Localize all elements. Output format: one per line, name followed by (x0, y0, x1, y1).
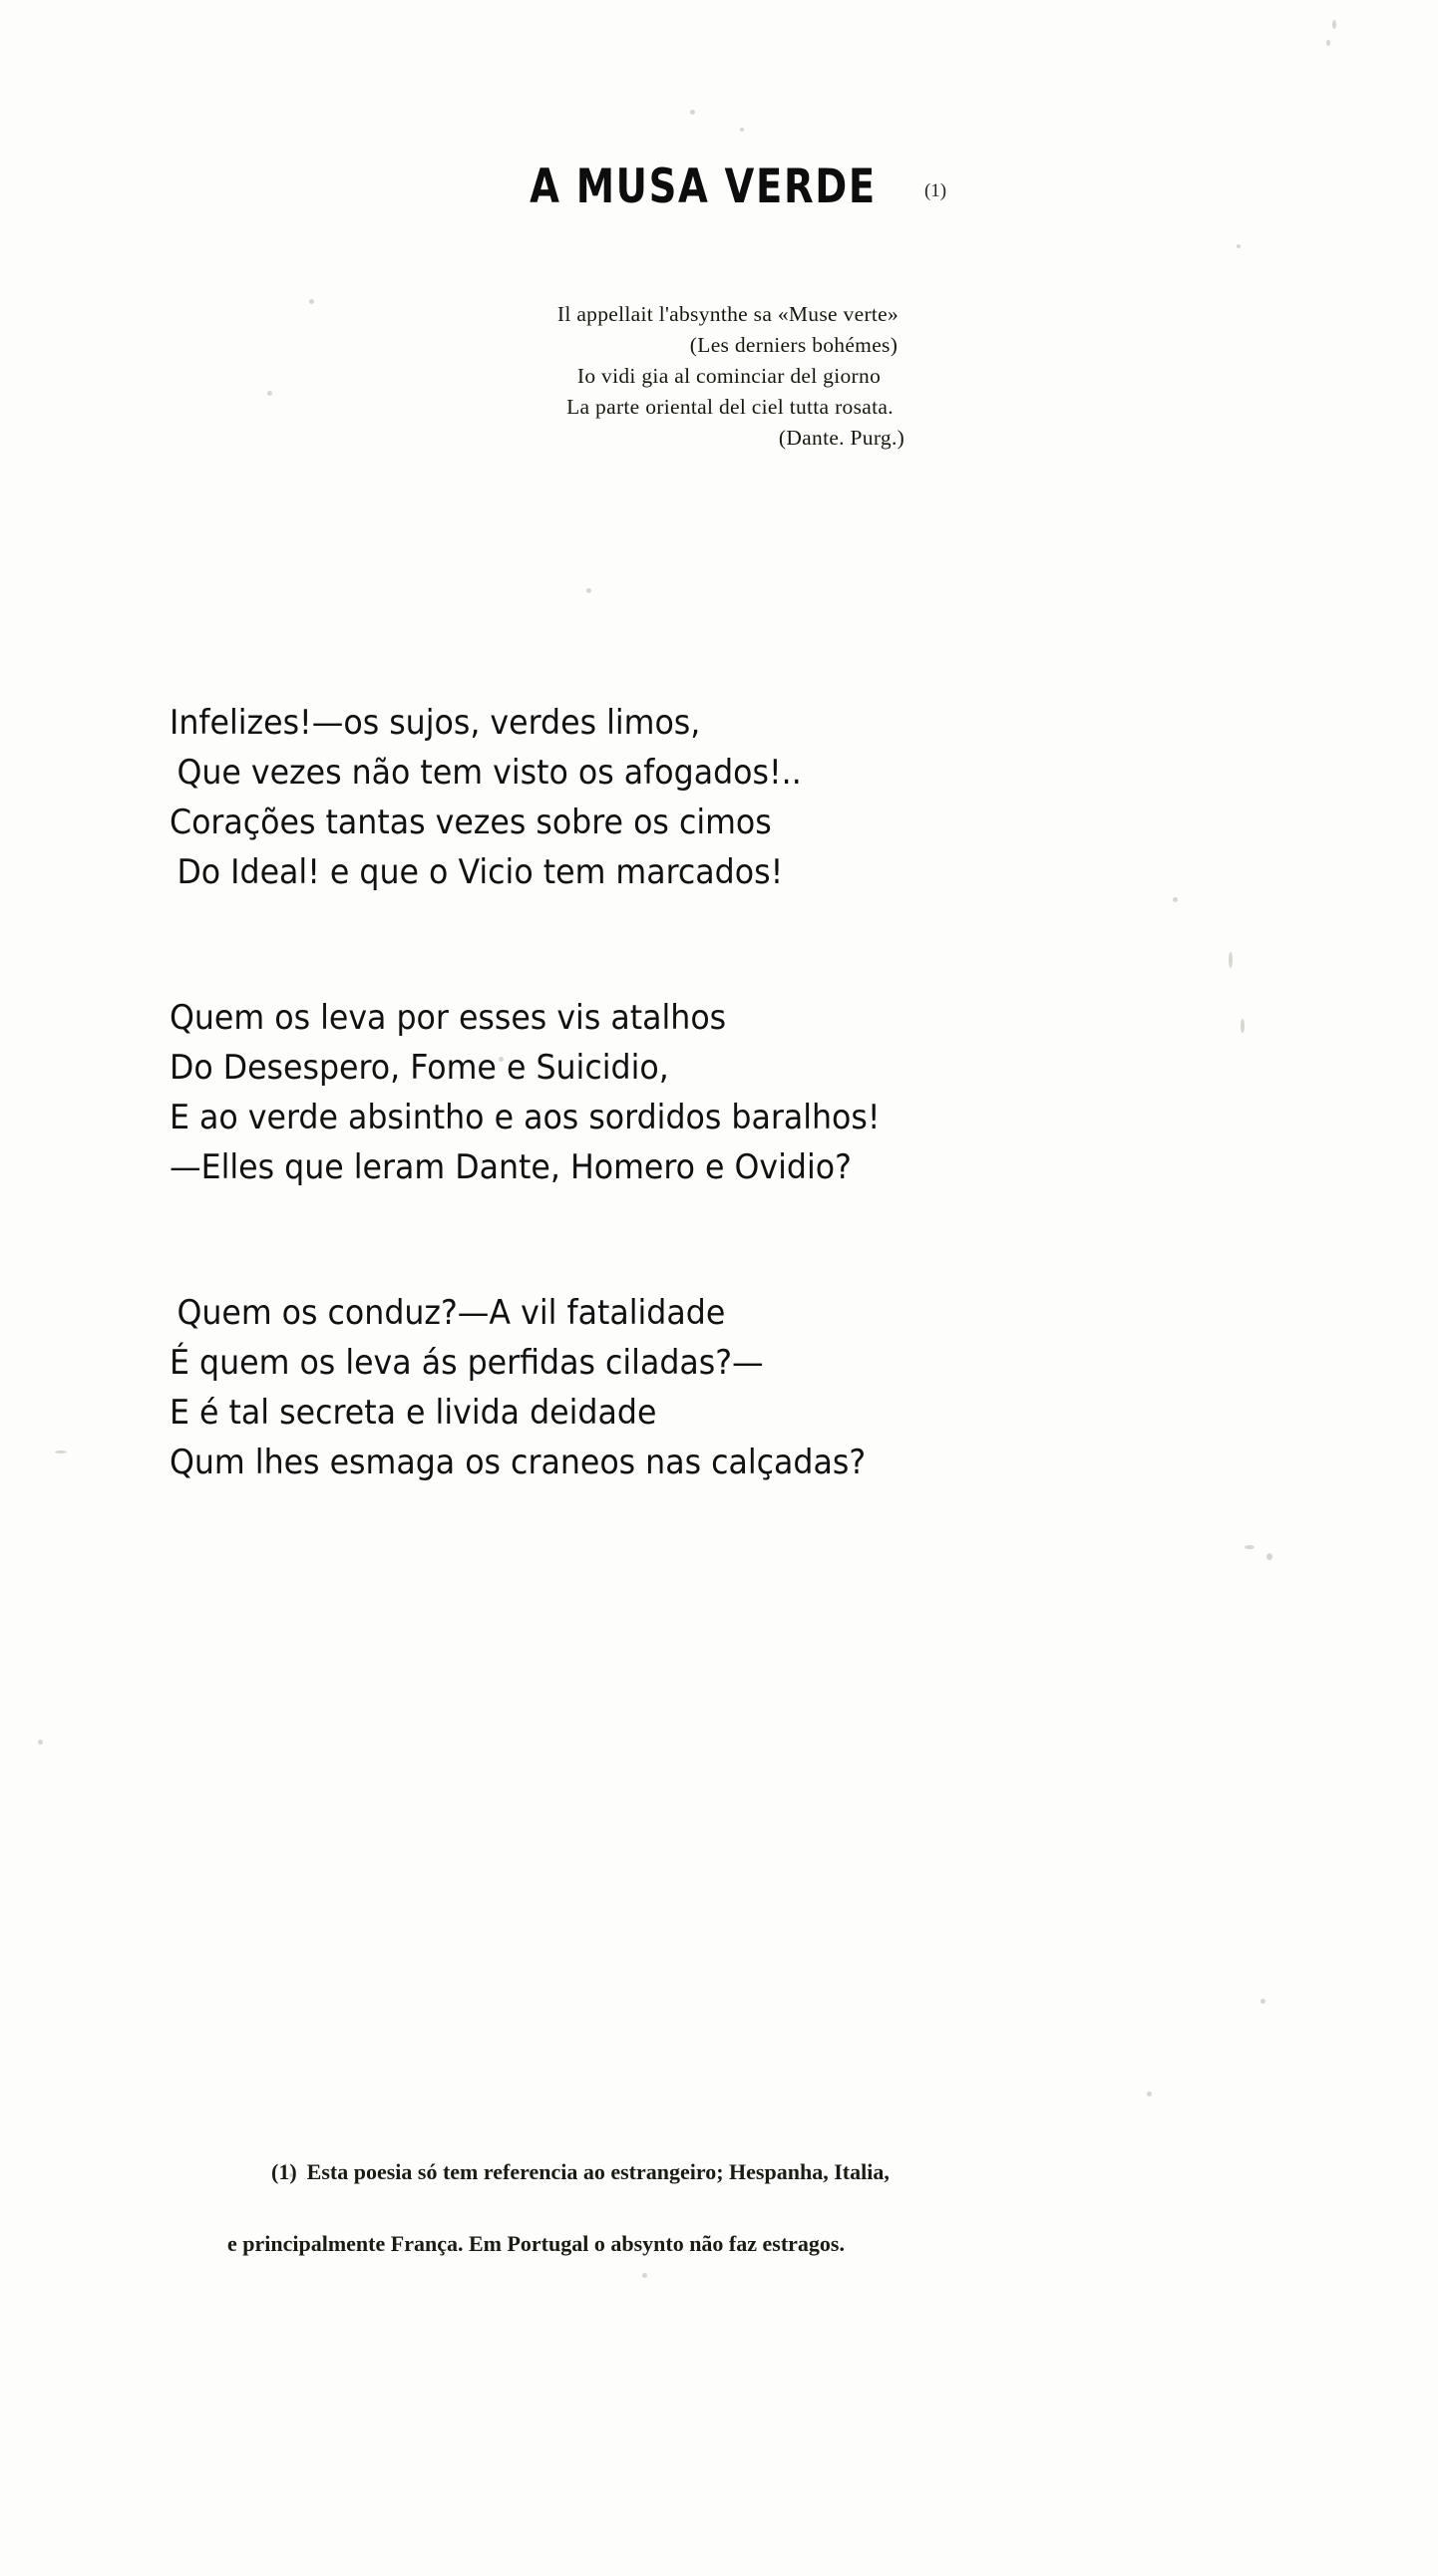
poem-body (170, 698, 1286, 1583)
verse-line: Qum lhes esmaga os craneos nas calçadas? (170, 1443, 867, 1482)
verse-line: Infelizes!—os sujos, verdes limos, (170, 703, 701, 743)
verse-line: Quem os leva por esses vis atalhos (170, 998, 727, 1038)
epigraph (0, 299, 1438, 454)
footnote (227, 2118, 1356, 2334)
paper-speck (690, 110, 695, 115)
epigraph-line: (Les derniers bohémes) (689, 333, 899, 357)
epigraph-line: (Dante. Purg.) (778, 426, 905, 450)
verse-line: E é tal secreta e livida deidade (170, 1393, 657, 1433)
epigraph-line: Il appellait l'absynthe sa «Muse verte» (556, 302, 899, 326)
verse-line: Do Ideal! e que o Vicio tem marcados! (177, 852, 784, 892)
page-title-block (0, 160, 1438, 214)
paper-speck (1237, 244, 1241, 248)
epigraph-line: Io vidi gia al cominciar del giorno (576, 364, 882, 388)
verse-line: É quem os leva ás perfidas ciladas?— (170, 1343, 764, 1383)
paper-speck (1147, 2092, 1152, 2096)
verse-line: Do Desespero, Fome e Suicidio, (170, 1048, 669, 1088)
footnote-text-line: Esta poesia só tem referencia ao estrangeiro; Hespanha, Italia, (306, 2159, 890, 2184)
paper-speck (38, 1740, 43, 1745)
verse-line: Que vezes não tem visto os afogados!.. (177, 753, 802, 793)
page-title: A MUSA VERDE (530, 160, 877, 214)
paper-speck (1326, 40, 1330, 46)
paper-speck (55, 1450, 67, 1453)
stanza (170, 1288, 1286, 1487)
stanza (170, 698, 1286, 897)
epigraph-line: La parte oriental del ciel tutta rosata. (566, 395, 894, 419)
paper-speck (586, 588, 591, 593)
paper-speck (1260, 1999, 1265, 2004)
verse-line: E ao verde absintho e aos sordidos baralhos! (170, 1098, 881, 1137)
paper-speck (1332, 20, 1336, 29)
paper-speck (740, 128, 744, 132)
title-footnote-marker: (1) (923, 179, 947, 201)
stanza (170, 993, 1286, 1192)
verse-line: —Elles que leram Dante, Homero e Ovidio? (170, 1147, 852, 1187)
verse-line: Corações tantas vezes sobre os cimos (170, 803, 772, 842)
footnote-marker: (1) (271, 2159, 297, 2184)
verse-line: Quem os conduz?—A vil fatalidade (177, 1293, 726, 1333)
footnote-text-line: e principalmente França. Em Portugal o absynto não faz estragos. (227, 2231, 845, 2256)
